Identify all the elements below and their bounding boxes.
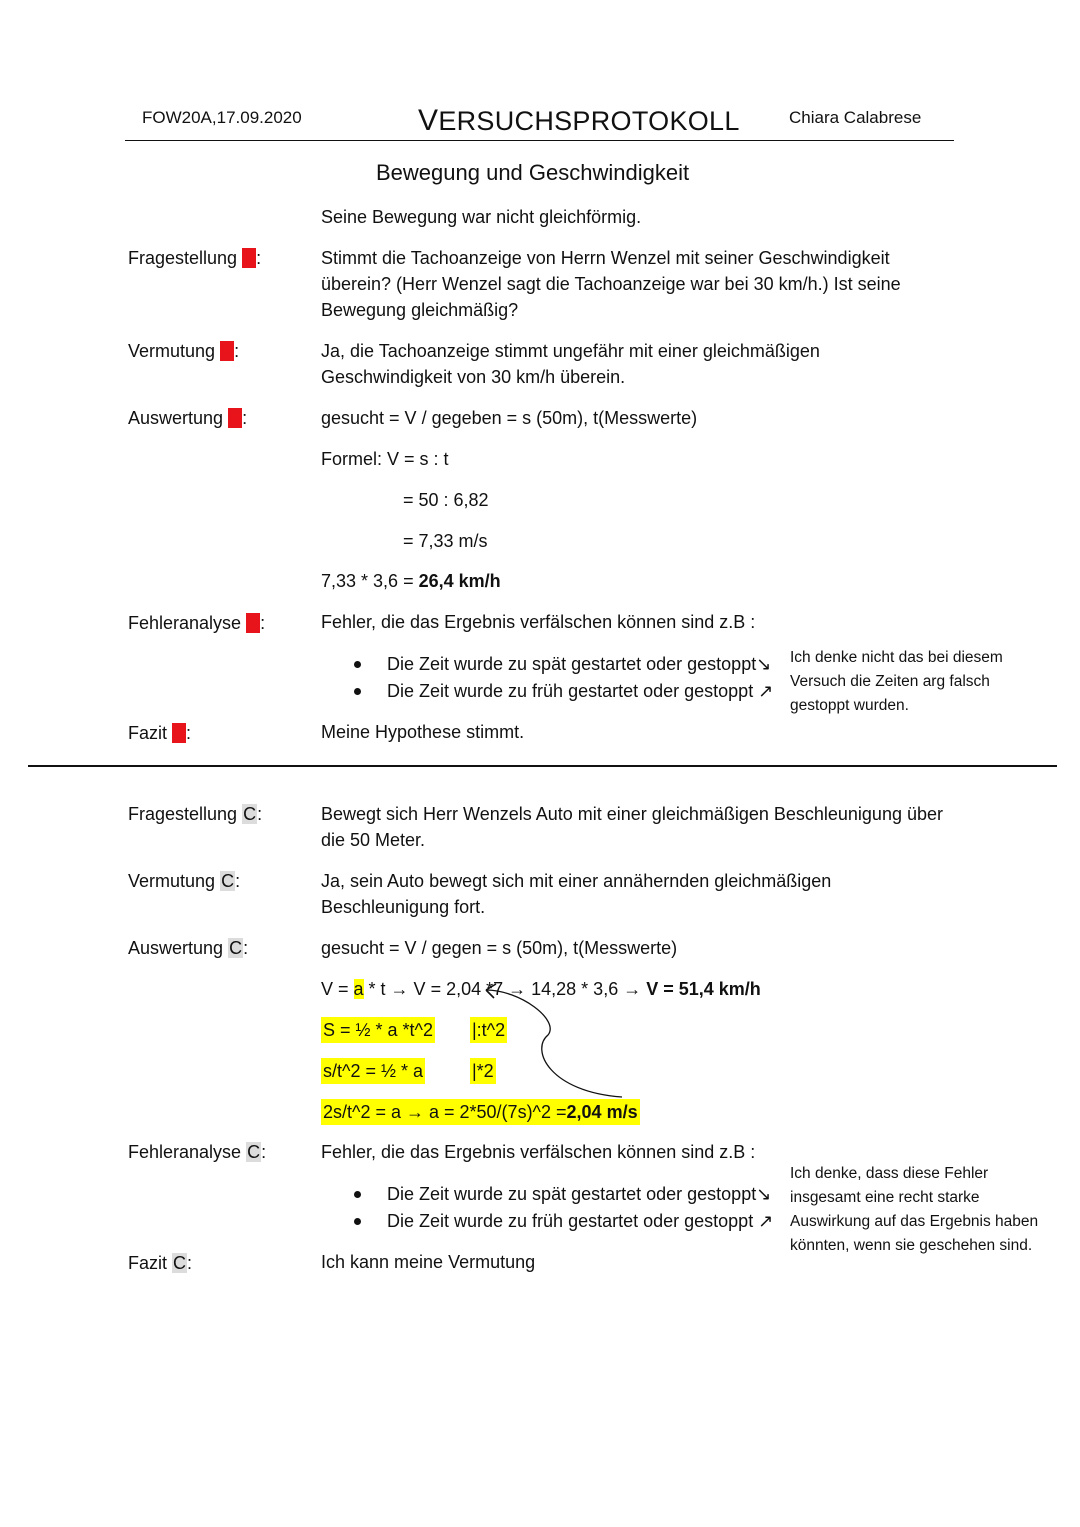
fehler-b-note: Ich denke nicht das bei diesem Versuch die Zeiten arg falsch gestoppt wurden. xyxy=(790,649,1003,714)
title-initial: V xyxy=(418,104,439,137)
title-rest: ERSUCHSPROTOKOLL xyxy=(438,106,740,136)
marker-c: C xyxy=(229,938,243,958)
marker-c: C xyxy=(221,871,235,891)
marker-b: B xyxy=(243,248,256,268)
class-date: FOW20A,17.09.2020 xyxy=(142,108,302,127)
auswertung-b-given: gesucht = V / gegeben = s (50m), t(Messwerte) xyxy=(321,408,698,428)
result-kmh-b: 26,4 km/h xyxy=(418,571,501,591)
marker-c: C xyxy=(173,1253,187,1273)
label-vermutung-c: Vermutung C: xyxy=(128,871,241,891)
label-auswertung-b: Auswertung B: xyxy=(128,408,248,428)
calc-b-2: = 7,33 m/s xyxy=(403,531,488,551)
equation-c-4: 2s/t^2 = a → a = 2*50/(7s)^2 =2,04 m/s xyxy=(321,1099,640,1125)
result-kmh-c: V = 51,4 km/h xyxy=(646,979,761,999)
equation-c-velocity: V = a * t → V = 2,04 *7 → 14,28 * 3,6 → V = 51,4 km/h xyxy=(321,979,761,999)
marker-c: C xyxy=(243,804,257,824)
label-fragestellung-b: Fragestellung B: xyxy=(128,248,262,268)
fehler-c-item-1: Die Zeit wurde zu spät gestartet oder gestoppt↘ xyxy=(387,1184,772,1204)
fragestellung-b-text: Stimmt die Tachoanzeige von Herrn Wenzel mit seiner Geschwindigkeit überein? (Herr Wenzel sagt die Tachoanzeige war bei 30 km/h.) Ist seine Bewegung gleichmäßig? xyxy=(321,248,901,320)
fazit-c-text: Ich kann meine Vermutung xyxy=(321,1252,536,1272)
marker-b: B xyxy=(229,408,242,428)
fehler-b-item-1: Die Zeit wurde zu spät gestartet oder gestoppt↘ xyxy=(387,654,772,674)
bullet-icon xyxy=(354,661,361,668)
vermutung-b-text: Ja, die Tachoanzeige stimmt ungefähr mit einer gleichmäßigen Geschwindigkeit von 30 km/h überein. xyxy=(321,341,820,387)
fragestellung-c-text: Bewegt sich Herr Wenzels Auto mit einer gleichmäßigen Beschleunigung über die 50 Meter. xyxy=(321,804,943,850)
marker-b: B xyxy=(173,723,186,743)
document-subtitle: Bewegung und Geschwindigkeit xyxy=(376,160,690,185)
fehler-c-intro: Fehler, die das Ergebnis verfälschen können sind z.B : xyxy=(321,1142,756,1162)
calc-b-1: = 50 : 6,82 xyxy=(403,490,489,510)
vermutung-c-text: Ja, sein Auto bewegt sich mit einer annähernden gleichmäßigen Beschleunigung fort. xyxy=(321,871,832,917)
label-fehleranalyse-c: Fehleranalyse C: xyxy=(128,1142,267,1162)
fehler-b-intro: Fehler, die das Ergebnis verfälschen können sind z.B : xyxy=(321,612,756,632)
label-auswertung-c: Auswertung C: xyxy=(128,938,249,958)
bullet-icon xyxy=(354,688,361,695)
section-divider xyxy=(28,765,1057,767)
fehler-c-note: Ich denke, dass diese Fehler insgesamt eine recht starke Auswirkung auf das Ergebnis haben könnten, wenn sie geschehen sind. xyxy=(790,1165,1039,1254)
highlight-a: a xyxy=(353,979,364,999)
marker-b: B xyxy=(221,341,234,361)
marker-c: C xyxy=(247,1142,261,1162)
header-rule xyxy=(125,140,954,141)
fehler-c-item-2: Die Zeit wurde zu früh gestartet oder gestoppt ↗ xyxy=(387,1211,774,1231)
bullet-icon xyxy=(354,1218,361,1225)
label-fazit-b: Fazit B: xyxy=(128,723,192,743)
equation-c-3: s/t^2 = ½ * a xyxy=(321,1058,425,1084)
label-fazit-c: Fazit C: xyxy=(128,1253,193,1273)
label-vermutung-b: Vermutung B: xyxy=(128,341,240,361)
fehler-b-item-2: Die Zeit wurde zu früh gestartet oder gestoppt ↗ xyxy=(387,681,774,701)
auswertung-c-given: gesucht = V / gegen = s (50m), t(Messwerte) xyxy=(321,938,678,958)
author-name: Chiara Calabrese xyxy=(789,108,922,127)
bullet-icon xyxy=(354,1191,361,1198)
marker-b: B xyxy=(247,613,260,633)
document-title xyxy=(418,104,740,138)
label-fehleranalyse-b: Fehleranalyse B: xyxy=(128,613,266,633)
equation-c-2-op: |:t^2 xyxy=(470,1017,507,1043)
calc-b-3: 7,33 * 3,6 = 26,4 km/h xyxy=(321,571,501,591)
section-b-intro: Seine Bewegung war nicht gleichförmig. xyxy=(321,207,642,227)
equation-c-3-op: |*2 xyxy=(470,1058,496,1084)
fazit-b-text: Meine Hypothese stimmt. xyxy=(321,722,525,742)
curved-arrow-icon xyxy=(470,980,640,1105)
result-acceleration: 2,04 m/s xyxy=(566,1102,638,1122)
formel-b: Formel: V = s : t xyxy=(321,449,449,469)
equation-c-2: S = ½ * a *t^2 xyxy=(321,1017,435,1043)
label-fragestellung-c: Fragestellung C: xyxy=(128,804,263,824)
